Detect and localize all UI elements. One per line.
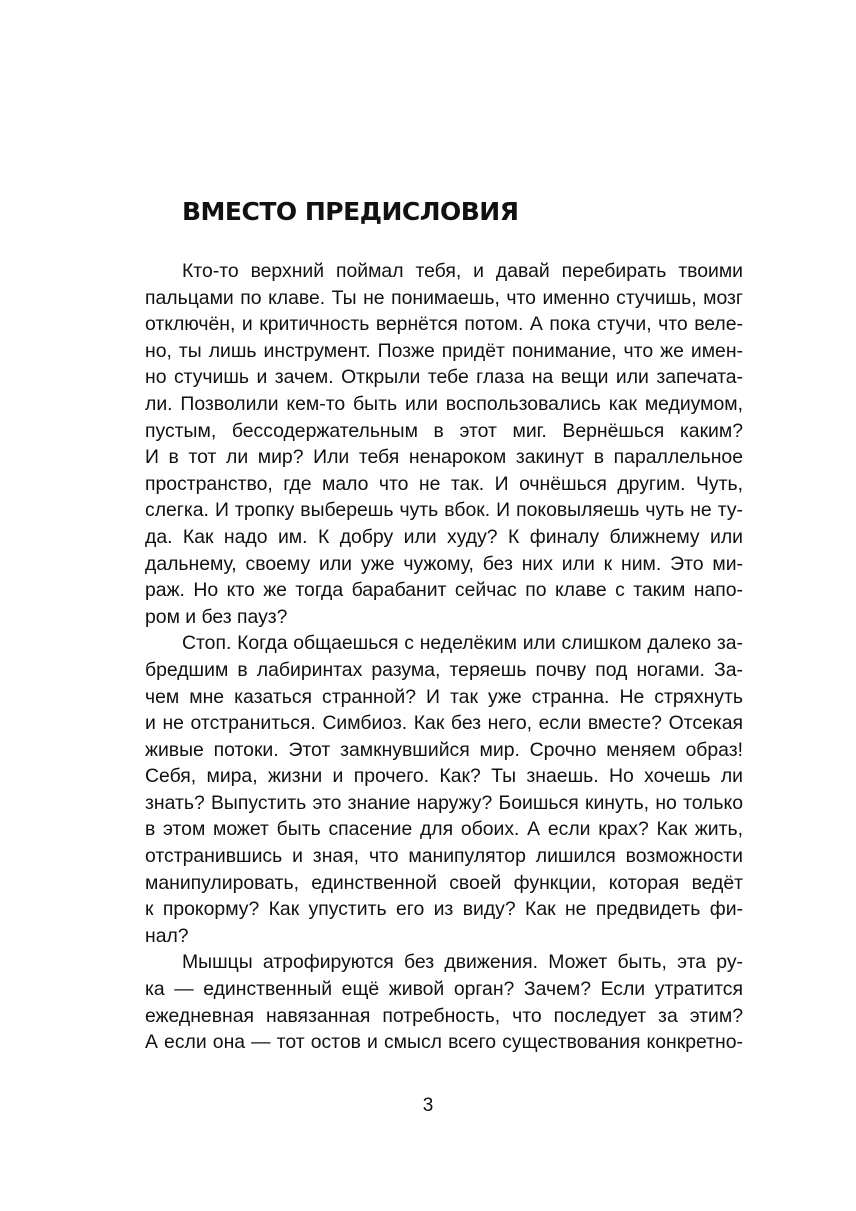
text-line: Мышцы атрофируются без движения. Может быть, эта ру- [182, 951, 743, 974]
text-line: в этом может быть спасение для обоих. А если крах? Как жить, [145, 818, 743, 841]
text-line: Кто-то верхний поймал тебя, и давай перебирать твоими [182, 260, 743, 282]
text-line: отстранившись и зная, что манипулятор лишился возможности [145, 845, 743, 868]
text-line: но, ты лишь инструмент. Позже придёт понимание, что же имен- [145, 339, 743, 362]
text-line: слегка. И тропку выберешь чуть вбок. И поковыляешь чуть не ту- [145, 499, 743, 522]
text-line: нал? [145, 924, 189, 947]
text-line: но стучишь и зачем. Открыли тебе глаза на вещи или запечата- [145, 366, 743, 389]
text-line: ром и без пауз? [145, 605, 288, 628]
paragraph [145, 258, 743, 630]
text-line: дальнему, своему или уже чужому, без них или к ним. Это ми- [145, 552, 743, 575]
text-line: да. Как надо им. К добру или худу? К финалу ближнему или [145, 525, 743, 548]
text-line: Себя, мира, жизни и прочего. Как? Ты знаешь. Но хочешь ли [145, 765, 743, 788]
text-line: к прокорму? Как упустить его из виду? Как не предвидеть фи- [145, 898, 743, 921]
text-line: раж. Но кто же тогда барабанит сейчас по клаве с таким напо- [145, 579, 743, 602]
page-number: 3 [422, 1095, 434, 1116]
text-line: чем мне казаться странной? И так уже странна. Не стряхнуть [145, 685, 743, 708]
chapter-body [145, 258, 743, 1056]
text-line: ежедневная навязанная потребность, что последует за этим? [145, 1004, 743, 1027]
text-line: И в тот ли мир? Или тебя ненароком закинут в параллельное [145, 446, 743, 469]
paragraph [145, 630, 743, 949]
text-line: манипулировать, единственной своей функции, которая ведёт [145, 871, 743, 894]
text-line: А если она — тот остов и смысл всего существования конкретно- [145, 1031, 743, 1054]
text-line: знать? Выпустить это знание наружу? Боишься кинуть, но только [145, 791, 743, 814]
text-line: ли. Позволили кем-то быть или воспользовались как медиумом, [145, 392, 743, 415]
text-line: бредшим в лабиринтах разума, теряешь почву под ногами. За- [145, 658, 743, 681]
text-line: пальцами по клаве. Ты не понимаешь, что именно стучишь, мозг [145, 286, 743, 309]
text-line: ка — единственный ещё живой орган? Зачем? Если утратится [145, 978, 743, 1001]
text-line: и не отстраниться. Симбиоз. Как без него, если вместе? Отсекая [145, 712, 743, 735]
text-line: живые потоки. Этот замкнувшийся мир. Срочно меняем образ! [145, 738, 743, 761]
text-line: пространство, где мало что не так. И очнёшься другим. Чуть, [145, 472, 743, 495]
text-line: пустым, бессодержательным в этот миг. Вернёшься каким? [145, 419, 743, 442]
text-line: отключён, и критичность вернётся потом. А пока стучи, что веле- [145, 313, 743, 336]
chapter-heading: ВМЕСТО ПРЕДИСЛОВИЯ [182, 197, 519, 226]
text-line: Стоп. Когда общаешься с неделёким или слишком далеко за- [182, 632, 743, 655]
paragraph [145, 949, 743, 1055]
